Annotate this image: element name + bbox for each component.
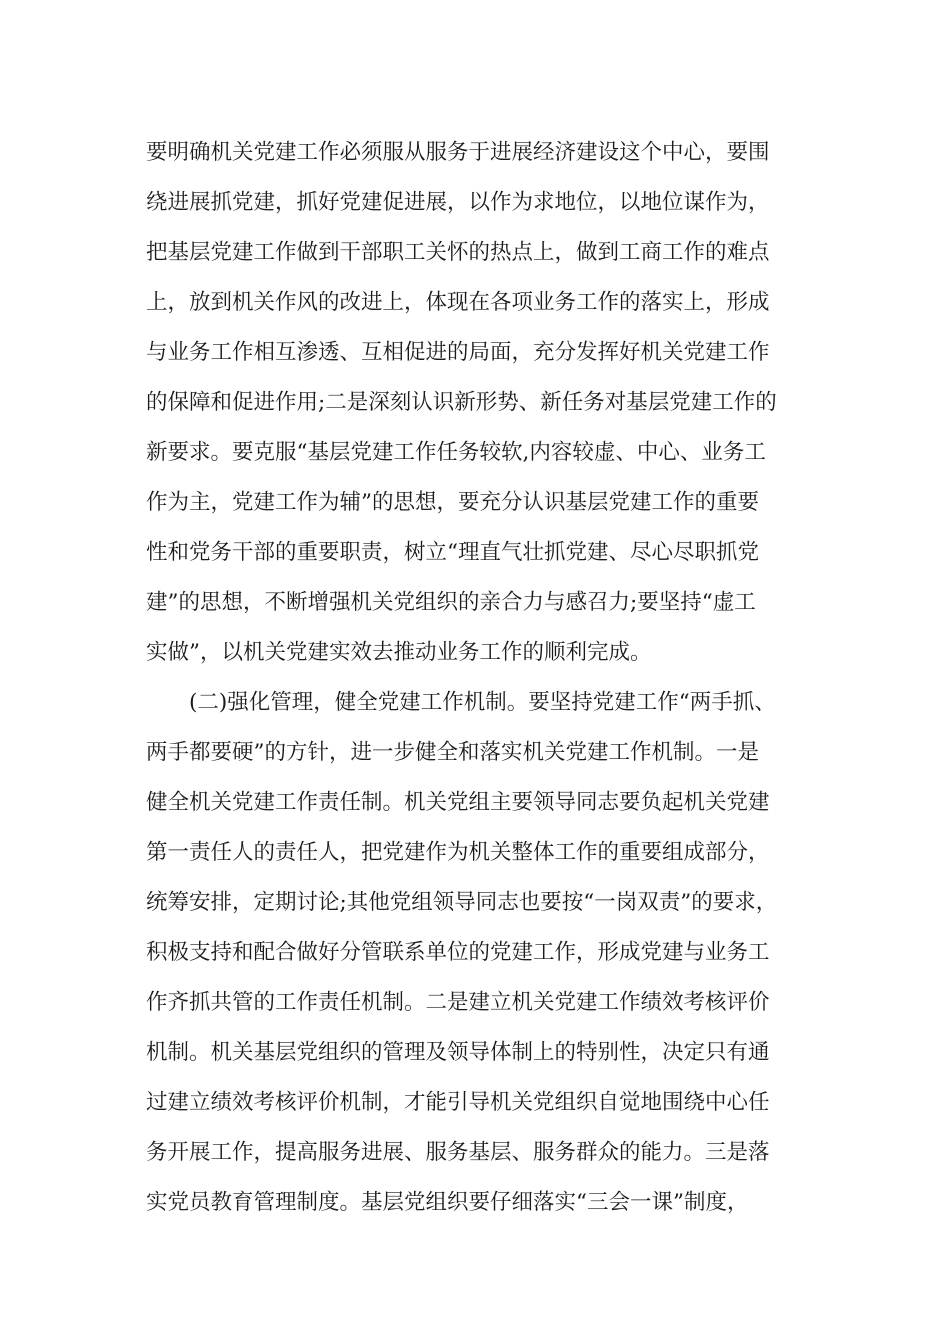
text-line: 机制。机关基层党组织的管理及领导体制上的特别性，决定只有通 xyxy=(146,1040,770,1065)
body-text xyxy=(146,131,836,1231)
text-line: 的保障和促进作用;二是深刻认识新形势、新任务对基层党建工作的 xyxy=(146,390,777,415)
text-line: 新要求。要克服“基层党建工作任务较软,内容较虚、中心、业务工 xyxy=(146,440,766,465)
text-line: 第一责任人的责任人，把党建作为机关整体工作的重要组成部分， xyxy=(146,840,770,865)
text-line: 上，放到机关作风的改进上，体现在各项业务工作的落实上，形成 xyxy=(146,290,770,315)
text-line: 积极支持和配合做好分管联系单位的党建工作，形成党建与业务工 xyxy=(146,940,770,965)
text-line: 要明确机关党建工作必须服从服务于进展经济建设这个中心，要围 xyxy=(146,140,770,165)
text-line: 作为主，党建工作为辅”的思想，要充分认识基层党建工作的重要 xyxy=(146,490,759,515)
text-line: 把基层党建工作做到干部职工关怀的热点上，做到工商工作的难点 xyxy=(146,240,770,265)
text-line: 绕进展抓党建，抓好党建促进展，以作为求地位，以地位谋作为， xyxy=(146,190,770,215)
text-line: 两手都要硬”的方针，进一步健全和落实机关党建工作机制。一是 xyxy=(146,740,759,765)
text-line: 建”的思想，不断增强机关党组织的亲合力与感召力;要坚持“虚工 xyxy=(146,590,756,615)
text-line: 作齐抓共管的工作责任机制。二是建立机关党建工作绩效考核评价 xyxy=(146,990,770,1015)
text-line: 务开展工作，提高服务进展、服务基层、服务群众的能力。三是落 xyxy=(146,1140,770,1165)
text-line: 统筹安排，定期讨论;其他党组领导同志也要按“一岗双责”的要求， xyxy=(146,890,778,915)
text-line: 过建立绩效考核评价机制，才能引导机关党组织自觉地围绕中心任 xyxy=(146,1090,770,1115)
text-line: 实做”，以机关党建实效去推动业务工作的顺利完成。 xyxy=(146,640,652,665)
text-line: 健全机关党建工作责任制。机关党组主要领导同志要负起机关党建 xyxy=(146,790,770,815)
text-line: 与业务工作相互渗透、互相促进的局面，充分发挥好机关党建工作 xyxy=(146,340,770,365)
section-heading-line: (二)强化管理，健全党建工作机制。要坚持党建工作“两手抓、 xyxy=(189,690,776,715)
text-line: 实党员教育管理制度。基层党组织要仔细落实“三会一课”制度， xyxy=(146,1190,749,1215)
text-line: 性和党务干部的重要职责，树立“理直气壮抓党建、尽心尽职抓党 xyxy=(146,540,759,565)
